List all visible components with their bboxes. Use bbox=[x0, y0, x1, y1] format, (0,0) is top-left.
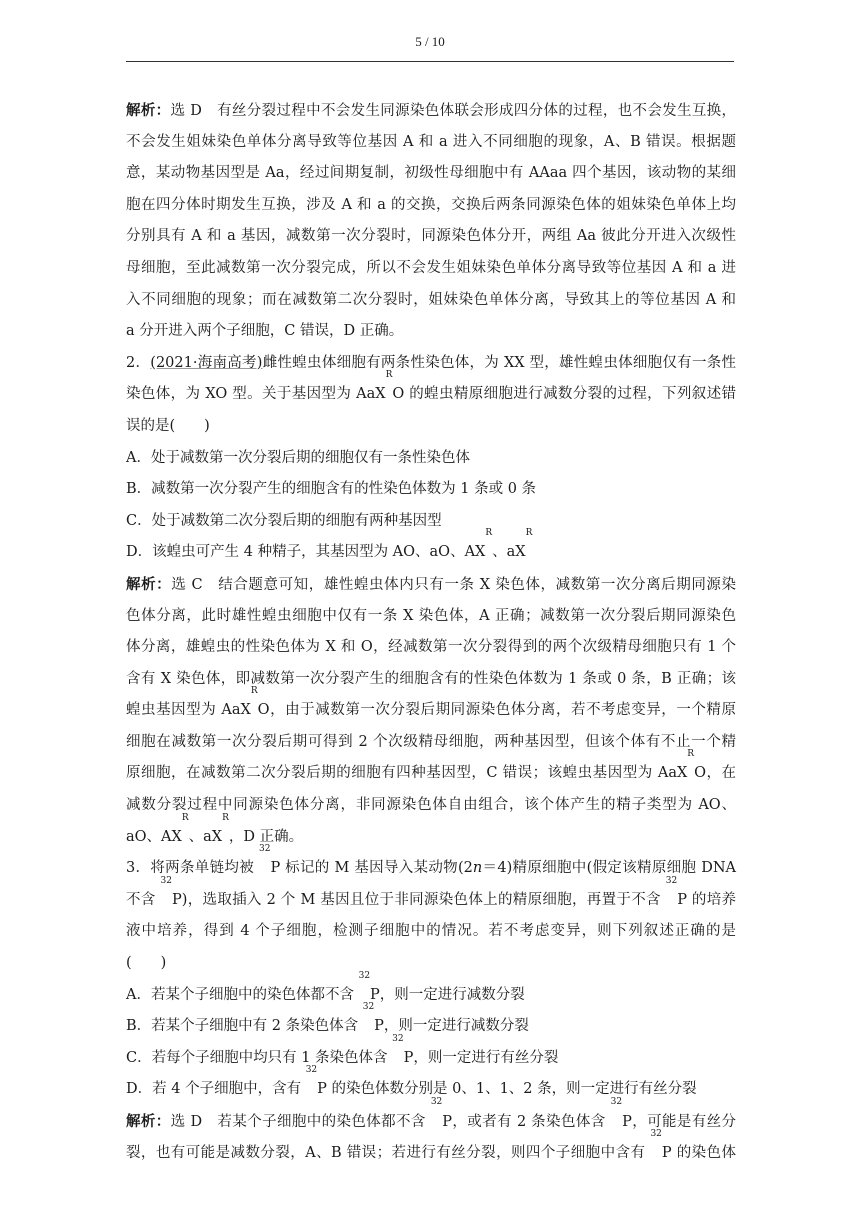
superscript: 32 bbox=[392, 1033, 404, 1044]
text: P，则一定进行有丝分裂 bbox=[403, 1049, 559, 1066]
q2-analysis-line: 体分离，雄蝗虫的性染色体为 X 和 O，经减数第一次分裂得到的两个次级精母细胞只有 1 个 bbox=[126, 639, 736, 656]
superscript: 32 bbox=[665, 875, 678, 886]
text: P 的染色体 bbox=[661, 1144, 736, 1161]
text: 选 D 有丝分裂过程中不会发生同源染色体联会形成四分体的过程，也不会发生互换， bbox=[170, 103, 737, 119]
superscript: 32 bbox=[430, 1097, 443, 1107]
q2-stem-line bbox=[126, 370, 736, 411]
q2-analysis-line bbox=[126, 569, 736, 601]
analysis-label: 解析： bbox=[126, 575, 172, 593]
text: D．若 4 个子细胞中，含有 bbox=[126, 1081, 306, 1098]
q3-stem-line bbox=[126, 844, 737, 885]
q1-analysis-line bbox=[126, 95, 736, 127]
superscript: 32 bbox=[650, 1128, 662, 1139]
text: 、aX bbox=[492, 544, 526, 561]
italic-n: n bbox=[472, 860, 483, 877]
q1-analysis-line: 母细胞，至此减数第一次分裂完成，所以不会发生姐妹染色单体分离导致等位基因 A 和 a 进 bbox=[126, 259, 736, 276]
q1-analysis-line: 意，某动物基因型是 Aa，经过间期复制，初级性母细胞中有 AAaa 四个基因，该动物的某细 bbox=[126, 165, 736, 182]
q2-analysis-line: 含有 X 染色体，即减数第一次分裂产生的细胞含有的性染色体数为 1 条或 0 条，B 正确；该 bbox=[126, 670, 736, 687]
text: P 的培养 bbox=[677, 891, 737, 908]
text: 选 C 结合题意可知，雄性蝗虫体内只有一条 X 染色体，减数第一次分离后期同源染 bbox=[171, 576, 737, 593]
text: C．若每个子细胞中均只有 1 条染色体含 bbox=[126, 1049, 393, 1066]
page-number: 5 / 10 bbox=[415, 34, 445, 49]
header-rule bbox=[126, 61, 734, 62]
q2-option-b: B．减数第一次分裂产生的细胞含有的性染色体数为 1 条或 0 条 bbox=[126, 481, 537, 498]
q1-analysis-line: 不会发生姐妹染色单体分离导致等位基因 A 和 a 进入不同细胞的现象，A、B 错误。根据题 bbox=[126, 133, 736, 150]
text: 蝗虫基因型为 AaX bbox=[126, 702, 251, 719]
text: 、aX bbox=[188, 828, 223, 845]
superscript: R bbox=[525, 528, 533, 539]
superscript: R bbox=[250, 686, 258, 697]
document-body bbox=[126, 95, 736, 1169]
q2-stem-line bbox=[126, 348, 736, 380]
text: 染色体，为 XO 型。关于基因型为 AaX bbox=[126, 386, 386, 403]
q1-analysis-line: 入不同细胞的现象；而在减数第二次分裂时，姐妹染色单体分离，导致其上的等位基因 A 和 bbox=[126, 291, 736, 308]
q1-analysis-line: 胞在四分体时期发生互换，涉及 A 和 a 的交换，交换后两条同源染色体的姐妹染色单体上均 bbox=[126, 196, 736, 213]
analysis-label: 解析： bbox=[126, 1113, 171, 1130]
analysis-label: 解析： bbox=[126, 102, 171, 119]
q2-analysis-line: 色体分离，此时雄性蝗虫细胞中仅有一条 X 染色体，A 正确；减数第一次分裂后期同源染色 bbox=[126, 607, 736, 624]
text: P 的染色体数分别是 0、1、1、2 条，则一定进行有丝分裂 bbox=[317, 1081, 697, 1098]
text: D．该蝗虫可产生 4 种精子，其基因型为 AO、aO、AX bbox=[126, 544, 486, 561]
superscript: R bbox=[222, 812, 229, 823]
text: 选 D 若某个子细胞中的染色体都不含 bbox=[170, 1114, 431, 1130]
q3-stem-line: 液中培养，得到 4 个子细胞，检测子细胞中的情况。若不考虑变异，则下列叙述正确的是 bbox=[126, 923, 736, 940]
text: P 标记的 M 基因导入某动物(2 bbox=[270, 860, 473, 877]
superscript: R bbox=[181, 812, 189, 823]
question-number: 2． bbox=[126, 354, 151, 371]
q2-analysis-line bbox=[126, 749, 736, 790]
text: 裂，也有可能是减数分裂，A、B 错误；若进行有丝分裂，则四个子细胞中含有 bbox=[126, 1144, 651, 1161]
q3-option-c bbox=[126, 1033, 736, 1075]
text: A．若某个子细胞中的染色体都不含 bbox=[126, 986, 359, 1003]
text: aO、AX bbox=[126, 828, 182, 845]
q2-option-c: C．处于减数第二次分裂后期的细胞有两种基因型 bbox=[126, 512, 442, 529]
text: ，D 正确。 bbox=[228, 828, 304, 845]
q2-option-a: A．处于减数第一次分裂后期的细胞仅有一条性染色体 bbox=[126, 449, 470, 466]
question-source: (2021·海南高考) bbox=[150, 354, 263, 371]
text: O，在 bbox=[694, 765, 736, 782]
superscript: 32 bbox=[259, 844, 271, 855]
q2-stem-line: 误的是( ) bbox=[126, 417, 210, 434]
q3-analysis-line bbox=[126, 1097, 737, 1138]
text: 不含 bbox=[126, 891, 161, 908]
text: P，可能是有丝分 bbox=[622, 1114, 737, 1130]
text: P)，选取插入 2 个 M 基因且位于非同源染色体上的精原细胞，再置于不含 bbox=[171, 891, 666, 908]
q2-analysis-line: 减数分裂过程中同源染色体分离，非同源染色体自由组合，该个体产生的精子类型为 AO、 bbox=[126, 797, 736, 814]
q3-option-a bbox=[126, 970, 736, 1012]
q3-stem-line bbox=[126, 875, 737, 917]
superscript: 32 bbox=[362, 1002, 375, 1013]
text: 雌性蝗虫体细胞有两条性染色体，为 XX 型，雄性蝗虫体细胞仅有一条性 bbox=[262, 354, 736, 371]
text: 将两条单链均被 bbox=[150, 860, 259, 877]
question-number: 3． bbox=[126, 860, 151, 877]
q1-analysis-line: 分别具有 A 和 a 基因，减数第一次分裂时，同源染色体分开，两组 Aa 彼此分开进入次级性 bbox=[126, 228, 736, 245]
q2-analysis-line bbox=[126, 812, 736, 854]
superscript: R bbox=[385, 370, 393, 381]
text: O 的蝗虫精原细胞进行减数分裂的过程，下列叙述错 bbox=[392, 386, 736, 403]
q3-option-b bbox=[126, 1002, 736, 1043]
text: ＝4)精原细胞中(假定该精原细胞 DNA bbox=[482, 860, 737, 877]
q2-option-d bbox=[126, 528, 736, 569]
q2-analysis-line bbox=[126, 686, 736, 727]
superscript: R bbox=[485, 528, 493, 539]
text: P，则一定进行减数分裂 bbox=[370, 986, 525, 1003]
q3-stem-line: ( ) bbox=[126, 955, 167, 972]
q3-analysis-line bbox=[126, 1128, 736, 1170]
text: B．若某个子细胞中有 2 条染色体含 bbox=[126, 1018, 363, 1035]
text: P，则一定进行减数分裂 bbox=[374, 1018, 529, 1035]
superscript: 32 bbox=[610, 1097, 623, 1107]
text: P，或者有 2 条染色体含 bbox=[442, 1114, 611, 1130]
superscript: 32 bbox=[305, 1065, 318, 1076]
superscript: R bbox=[687, 749, 695, 760]
superscript: 32 bbox=[358, 970, 371, 981]
text: O，由于减数第一次分裂后期同源染色体分离，若不考虑变异，一个精原 bbox=[257, 702, 736, 719]
q1-analysis-line: a 分开进入两个子细胞，C 错误，D 正确。 bbox=[126, 323, 404, 340]
superscript: 32 bbox=[160, 875, 172, 886]
text: 原细胞，在减数第二次分裂后期的细胞有四种基因型，C 错误；该蝗虫基因型为 AaX bbox=[126, 765, 688, 782]
q2-analysis-line: 细胞在减数第一次分裂后期可得到 2 个次级精母细胞，两种基因型，但该个体有不止一个精 bbox=[126, 733, 736, 750]
